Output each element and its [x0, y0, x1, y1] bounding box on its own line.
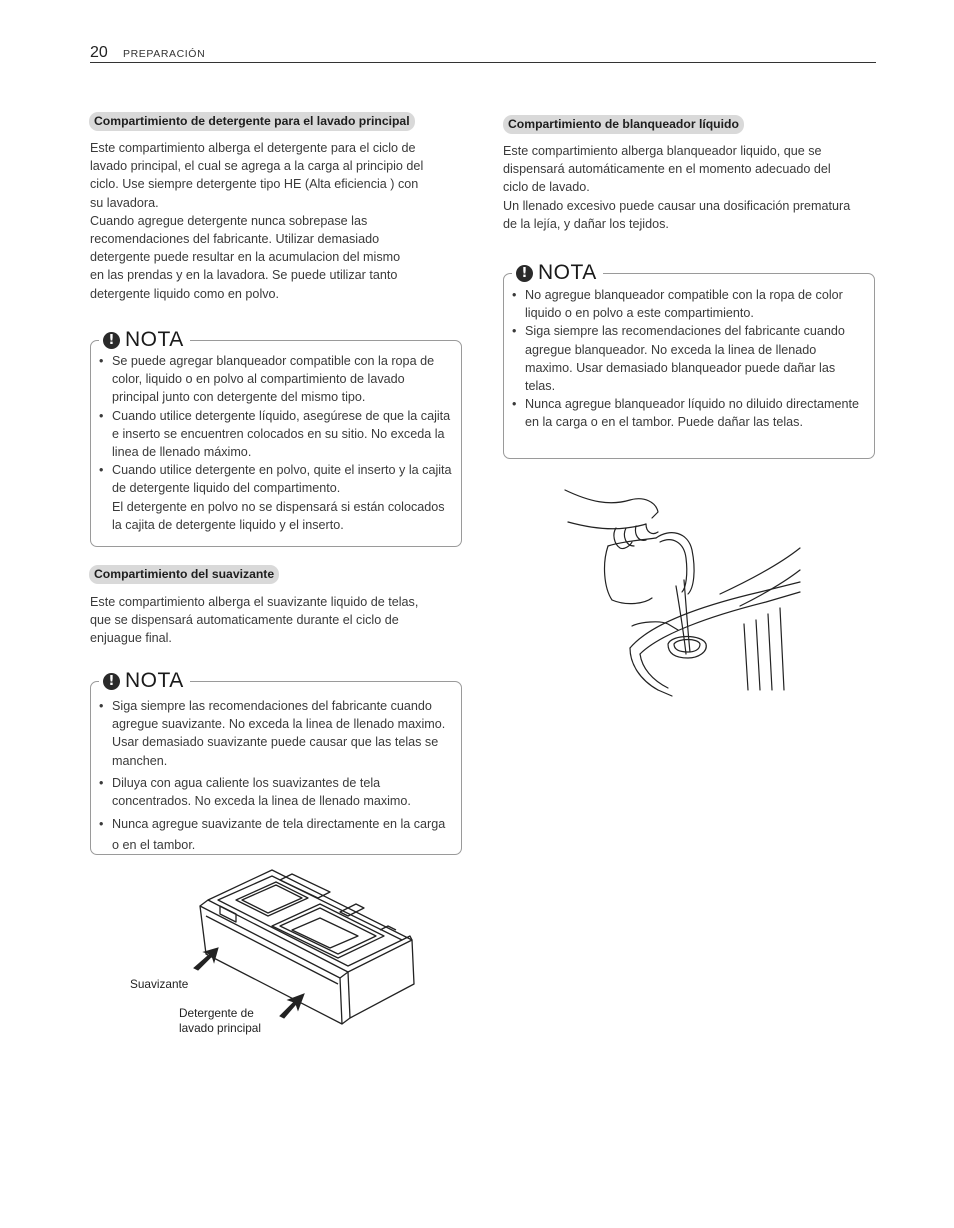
- text-line: detergente liquido como en polvo.: [90, 286, 280, 301]
- text-line: dispensará automáticamente en el momento adecuado del: [503, 162, 831, 177]
- list-item: [512, 395, 866, 431]
- list-item: [99, 774, 453, 810]
- list-item: [99, 697, 453, 770]
- list-item: [512, 322, 866, 395]
- main-detergent-heading: Compartimiento de detergente para el lavado principal: [89, 112, 415, 131]
- list-item-text: Se puede agregar blanqueador compatible con la ropa de color, liquido o en polvo al compartimiento de lavado principal junto con detergente del mismo tipo.: [112, 354, 435, 405]
- note-title: [99, 669, 190, 693]
- label-softener: Suavizante: [130, 977, 189, 991]
- text-line: lavado principal, el cual se agrega a la carga al principio del: [90, 159, 424, 174]
- note-label: NOTA: [538, 261, 597, 284]
- bleach-heading: Compartimiento de blanqueador líquido: [503, 115, 744, 134]
- list-item-text: Nunca agregue suavizante de tela directamente en la carga o en el tambor.: [112, 817, 446, 853]
- note-list: [99, 352, 453, 534]
- section-title: PREPARACIÓN: [123, 48, 206, 60]
- text-line: en las prendas y en la lavadora. Se puede utilizar tanto: [90, 268, 398, 283]
- text-line: de la lejía, y dañar los tejidos.: [503, 216, 669, 231]
- list-item-text: Nunca agregue blanqueador líquido no diluido directamente en la carga o en el tambor. Puede dañar las telas.: [525, 397, 859, 430]
- text-line: recomendaciones del fabricante. Utilizar demasiado: [90, 232, 380, 247]
- softener-heading: Compartimiento del suavizante: [89, 565, 279, 584]
- text-line: Este compartimiento alberga el suavizante liquido de telas,: [90, 595, 419, 609]
- note-label: NOTA: [125, 328, 184, 351]
- text-line: su lavadora.: [90, 195, 159, 210]
- list-item-text: Cuando utilice detergente en polvo, quite el inserto y la cajita de detergente liquido del compartimento.: [112, 463, 452, 496]
- page-number: 20: [90, 44, 108, 61]
- note-box-softener: [90, 669, 462, 855]
- note-list: [512, 286, 866, 432]
- warning-icon: !: [103, 332, 120, 349]
- text-line: que se dispensará automaticamente durante el ciclo de: [90, 613, 399, 628]
- list-item: [99, 407, 453, 462]
- header-rule: [90, 62, 876, 63]
- text-line: Cuando agregue detergente nunca sobrepase las: [90, 213, 368, 228]
- list-item-text: Cuando utilice detergente líquido, asegúrese de que la cajita e inserto se encuentren colocados en su sitio. No exceda la linea de llenado máximo.: [112, 408, 451, 460]
- list-item-text: No agregue blanqueador compatible con la ropa de color liquido o en polvo a este compartimiento.: [525, 288, 843, 321]
- label-detergent: [179, 1006, 261, 1036]
- list-item: [99, 352, 453, 407]
- main-detergent-text: [90, 139, 460, 303]
- text-line: Este compartimiento alberga blanqueador liquido, que se: [503, 144, 822, 158]
- list-item: [99, 461, 453, 534]
- text-line: ciclo de lavado.: [503, 180, 590, 195]
- list-item-text: Siga siempre las recomendaciones del fabricante cuando agregue blanqueador. No exceda la linea de llenado maximo. Usar demasiado blanqueador puede dañar las telas.: [525, 324, 845, 394]
- note-title: [512, 261, 603, 285]
- text-line: enjuague final.: [90, 631, 172, 646]
- softener-text: [90, 593, 460, 648]
- text-line: detergente puede resultar en la acumulacion del mismo: [90, 250, 401, 265]
- text-line: Este compartimiento alberga el detergente para el ciclo de: [90, 141, 416, 155]
- label-detergent-line: lavado principal: [179, 1021, 261, 1035]
- list-item-extra: El detergente en polvo no se dispensará si están colocados la cajita de detergente liquido y el inserto.: [112, 499, 445, 532]
- note-label: NOTA: [125, 669, 184, 692]
- list-item-text: Siga siempre las recomendaciones del fabricante cuando agregue suavizante. No exceda la linea de llenado maximo. Usar demasiado suavizante puede causar que las telas se manchen.: [112, 699, 446, 768]
- label-detergent-line: Detergente de: [179, 1006, 254, 1020]
- warning-icon: !: [516, 265, 533, 282]
- list-item: [99, 814, 453, 856]
- note-title: [99, 328, 190, 352]
- text-line: ciclo. Use siempre detergente tipo HE (Alta eficiencia ) con: [90, 177, 419, 192]
- list-item-text: Diluya con agua caliente los suavizantes de tela concentrados. No exceda la linea de llenado maximo.: [112, 775, 411, 809]
- note-box-detergent: [90, 328, 462, 547]
- warning-icon: !: [103, 673, 120, 690]
- pouring-bleach-illustration: [560, 484, 810, 698]
- bleach-text: [503, 142, 878, 233]
- note-box-bleach: [503, 261, 875, 459]
- list-item: [512, 286, 866, 322]
- text-line: Un llenado excesivo puede causar una dosificación prematura: [503, 198, 851, 213]
- note-list: [99, 697, 453, 856]
